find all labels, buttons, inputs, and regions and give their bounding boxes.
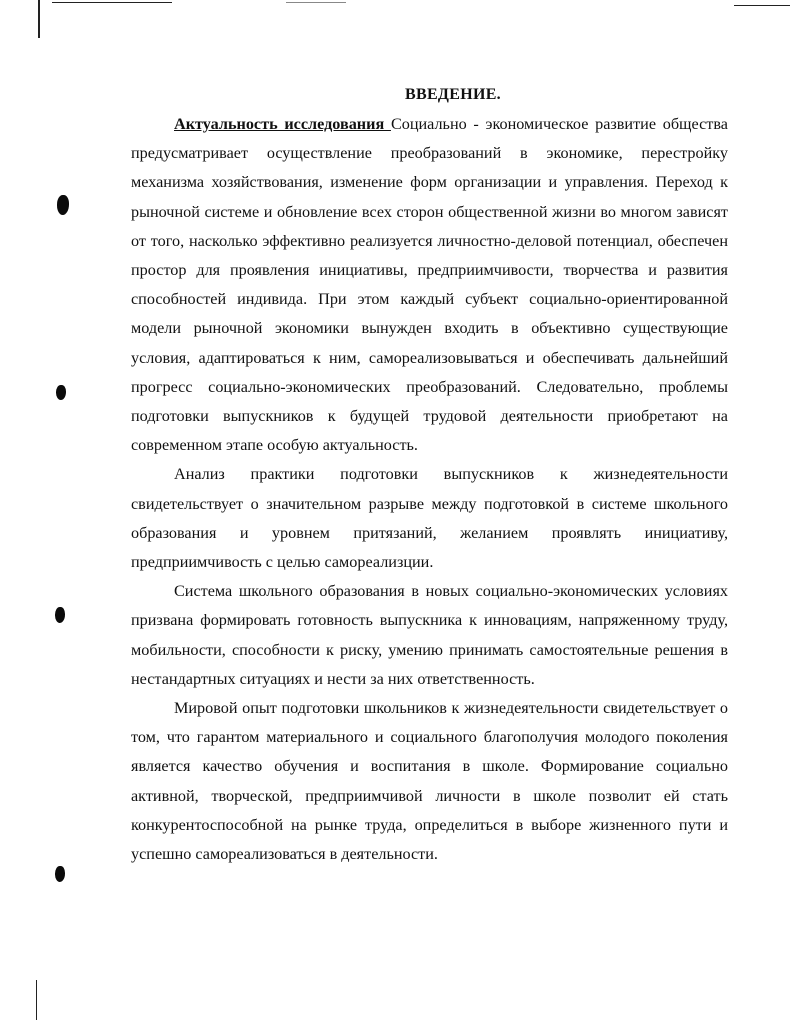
punch-hole [55,607,65,623]
paragraph-analysis: Анализ практики подготовки выпускников к жизнедеятельности свидетельствует о значительном разрыве между подготовкой в системе школьного образования и уровнем притязаний, желанием проявлять инициативу, предприимчивость с целью самореализции. [131,465,728,572]
paragraph-relevance [131,110,728,460]
relevance-heading: Актуальность исследования [174,115,391,133]
punch-hole [55,866,65,882]
paragraph-world-experience: Мировой опыт подготовки школьников к жизнедеятельности свидетельствует о том, что гарантом материального и социального благополучия молодого поколения является качество обучения и воспитания в школе. Формирование социально активной, творческой, предприимчивой личности в школе позволит ей стать конкурентоспособной на рынке труда, определиться в выборе жизненного пути и успешно самореализоваться в деятельности. [131,699,728,864]
paragraph-text: Социально - экономическое развитие общества предусматривает осуществление преобразований в экономике, перестройку механизма хозяйствования, изменение форм организации и управления. Переход к рыночной системе и обновление всех сторон общественной жизни во многом зависят от того, насколько эффективно реализуется личностно-деловой потенциал, обеспечен простор для проявления инициативы, предприимчивости, творчества и развития способностей индивида. При этом каждый субъект социально-ориентированной модели рыночной экономики вынужден входить в объективно существующие условия, адаптироваться к ним, самореализовываться и обеспечивать дальнейший прогресс социально-экономических преобразований. Следовательно, проблемы подготовки выпускников к будущей трудовой деятельности приобретают на современном этапе особую актуальность. [131,115,728,455]
scan-edge-line [38,0,40,38]
punch-hole [57,195,69,215]
punch-hole [56,385,66,400]
page-title: ВВЕДЕНИЕ. [405,86,501,103]
scan-top-line [734,5,790,6]
paragraph-school-system: Система школьного образования в новых социально-экономических условиях призвана формировать готовность выпускника к инновациям, напряженному труду, мобильности, способности к риску, умению принимать самостоятельные решения в нестандартных ситуациях и нести за них ответственность. [131,582,728,688]
scan-edge-line [36,980,37,1020]
scan-top-line [286,2,346,3]
document-body [131,110,728,869]
scan-top-line [52,2,172,3]
